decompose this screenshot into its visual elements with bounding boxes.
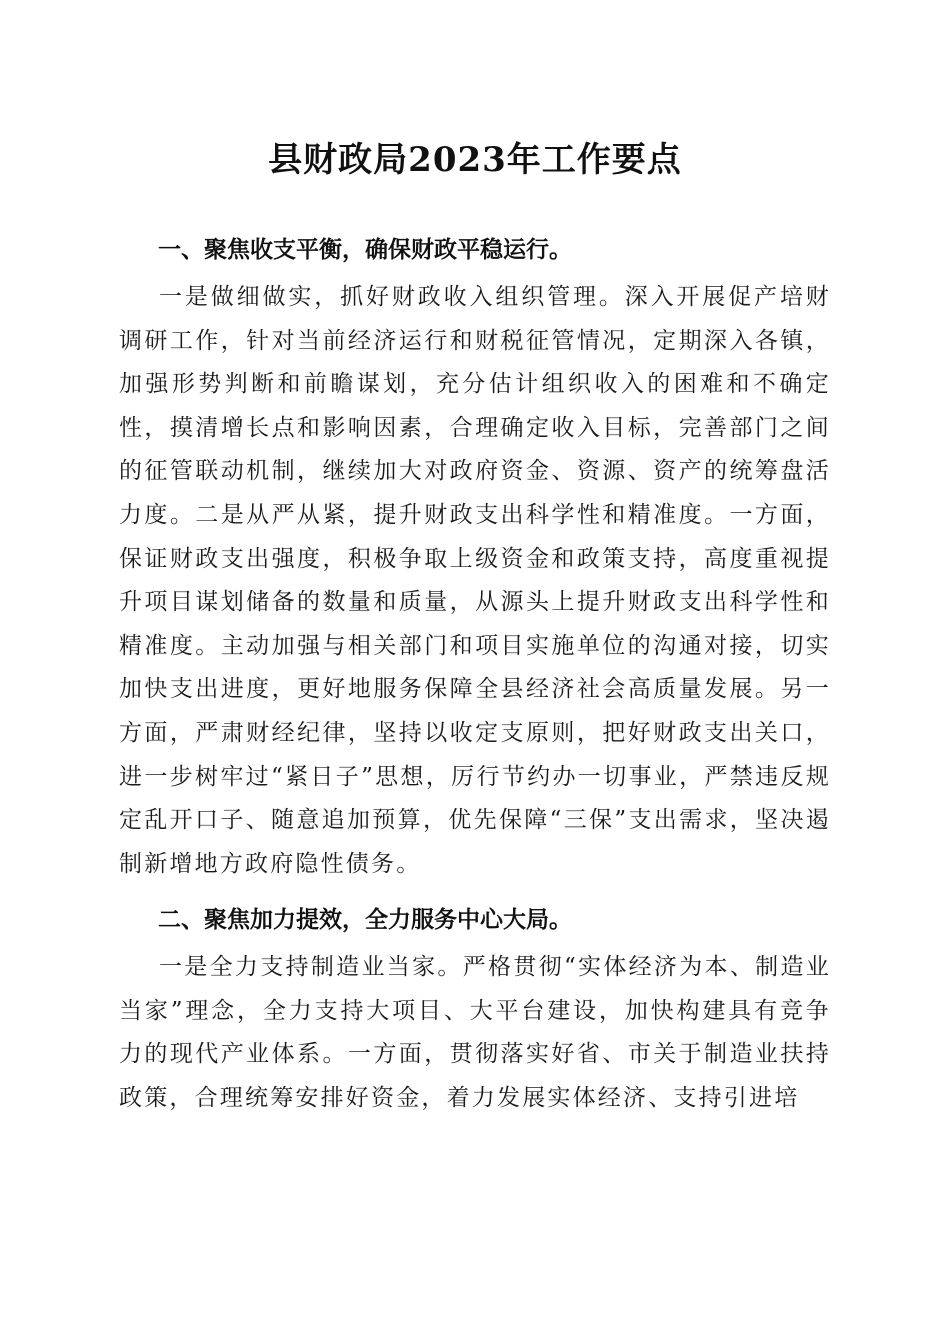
section-2-heading: 二、聚焦加力提效，全力服务中心大局。: [158, 907, 572, 933]
section-1-heading: 一、聚焦收支平衡，确保财政平稳运行。: [158, 237, 572, 263]
section-1-paragraph: 一是做细做实，抓好财政收入组织管理。深入开展促产培财调研工作，针对当前经济运行和财税征管情况，定期深入各镇，加强形势判断和前瞻谋划，充分估计组织收入的困难和不确定性，摸清增长点和影响因素，合理确定收入目标，完善部门之间的征管联动机制，继续加大对政府资金、资源、资产的统筹盘活力度。二是从严从紧，提升财政支出科学性和精准度。一方面，保证财政支出强度，积极争取上级资金和政策支持，高度重视提升项目谋划储备的数量和质量，从源头上提升财政支出科学性和精准度。主动加强与相关部门和项目实施单位的沟通对接，切实加快支出进度，更好地服务保障全县经济社会高质量发展。另一方面，严肃财经纪律，坚持以收定支原则，把好财政支出关口，进一步树牢过“紧日子”思想，厉行节约办一切事业，严禁违反规定乱开口子、随意追加预算，优先保障“三保”支出需求，坚决遏制新增地方政府隐性债务。: [119, 284, 831, 877]
section-2-paragraph: 一是全力支持制造业当家。严格贯彻“实体经济为本、制造业当家”理念，全力支持大项目、大平台建设，加快构建具有竞争力的现代产业体系。一方面，贯彻落实好省、市关于制造业扶持政策，合理统筹安排好资金，着力发展实体经济、支持引进培: [119, 954, 831, 1111]
document-title: 县财政局2023年工作要点: [268, 140, 682, 180]
